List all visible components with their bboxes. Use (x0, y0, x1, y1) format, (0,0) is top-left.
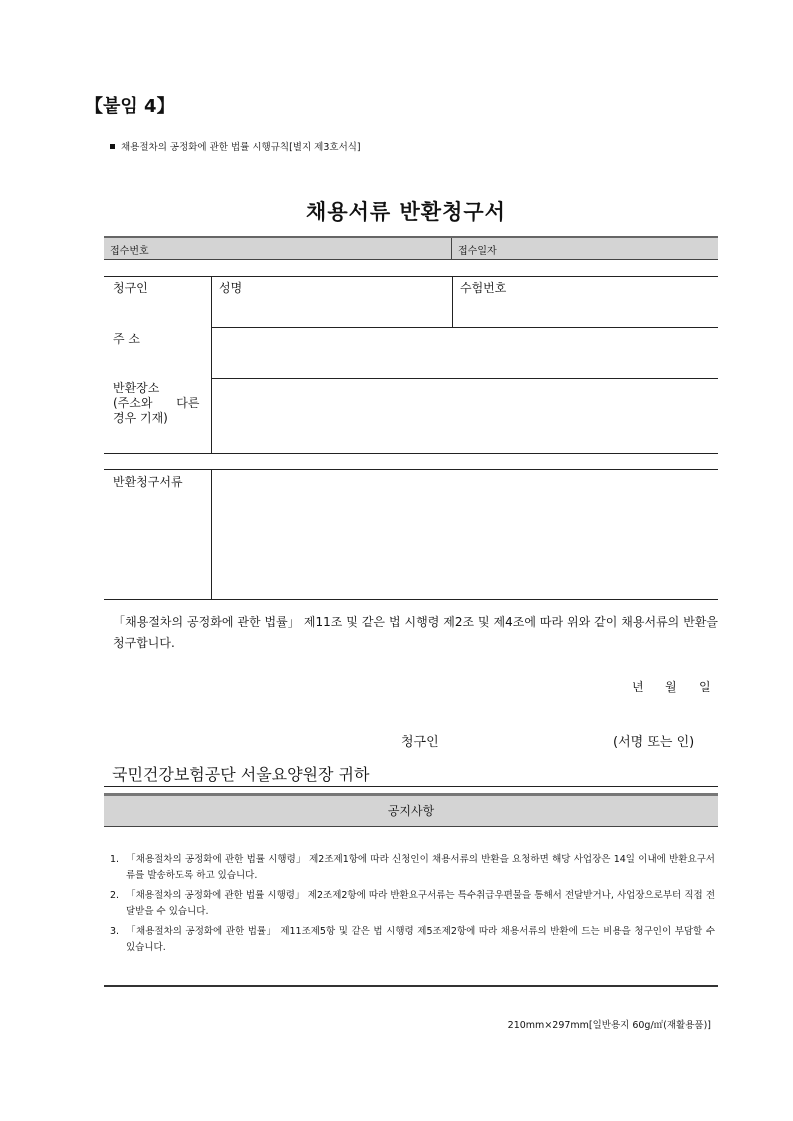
receipt-number-label: 접수번호 (110, 246, 149, 257)
attachment-label: 【붙임 4】 (85, 96, 175, 117)
return-place-label-line1: 반환장소 (113, 381, 160, 395)
date-day-label: 일 (699, 680, 711, 694)
notice-item-number: 1. (110, 854, 120, 865)
return-place-label-line3: 경우 기재) (113, 411, 168, 425)
date-year-label: 년 (632, 680, 644, 694)
notice-item-number: 3. (110, 926, 120, 937)
date-month-label: 월 (665, 680, 677, 694)
table-bottom-rule (104, 453, 718, 454)
name-label: 성명 (219, 281, 243, 295)
declaration-text: 「채용절차의 공정화에 관한 법률」 제11조 및 같은 법 시행령 제2조 및 제4조에 따라 위와 같이 채용서류의 반환을 청구합니다. (113, 615, 718, 650)
notice-item (110, 852, 715, 884)
notice-bottom-rule (104, 985, 718, 987)
receipt-divider (451, 238, 452, 259)
paper-spec-footer: 210mm×297mm[일반용지 60g/㎡(재활용품)] (507, 1020, 711, 1031)
receipt-bar (104, 236, 718, 260)
notice-item-text: 「채용절차의 공정화에 관한 법률 시행령」 제2조제1항에 따라 신청인이 채용서류의 반환을 요청하면 해당 사업장은 14일 이내에 반환요구서류를 발송하도록 하고 있습니다. (126, 854, 715, 881)
law-reference (110, 139, 361, 153)
addressee-line: 국민건강보험공단 서울요양원장 귀하 (112, 765, 370, 784)
square-bullet-icon (110, 144, 115, 149)
notice-item-number: 2. (110, 890, 120, 901)
form-title: 채용서류 반환청구서 (306, 200, 506, 224)
table-top-rule (104, 276, 718, 277)
claimant-sign-label: 청구인 (401, 735, 439, 750)
return-place-label (113, 381, 204, 426)
exam-number-field[interactable] (453, 296, 717, 326)
addressee-rule (104, 786, 718, 787)
return-place-label-line2-text: (주소와 다른 (113, 396, 200, 410)
notice-item (110, 888, 715, 920)
exam-number-label: 수험번호 (460, 281, 507, 295)
return-place-label-line2 (113, 396, 204, 411)
notice-item-text: 「채용절차의 공정화에 관한 법률」 제11조제5항 및 같은 법 시행령 제5조제2항에 따라 채용서류의 반환에 드는 비용을 청구인이 부담할 수 있습니다. (126, 926, 715, 953)
name-field[interactable] (212, 296, 451, 326)
sign-or-seal-hint: (서명 또는 인) (613, 735, 695, 750)
notice-item (110, 924, 715, 956)
notice-item-text: 「채용절차의 공정화에 관한 법률 시행령」 제2조제2항에 따라 반환요구서류는 특수취급우편물을 통해서 전달받거나, 사업장으로부터 직접 전달받을 수 있습니다. (126, 890, 715, 917)
applicant-section-label: 청구인 (113, 281, 148, 295)
receipt-date-label: 접수일자 (458, 246, 497, 257)
address-label: 주 소 (113, 332, 140, 346)
notice-heading: 공지사항 (104, 793, 718, 827)
address-field[interactable] (212, 328, 717, 377)
documents-label: 반환청구서류 (113, 475, 183, 489)
documents-field[interactable] (212, 470, 717, 598)
law-reference-text: 채용절차의 공정화에 관한 법률 시행규칙[별지 제3호서식] (121, 142, 361, 153)
notice-list (110, 852, 715, 960)
documents-bottom-rule (104, 599, 718, 600)
return-place-field[interactable] (212, 379, 717, 452)
